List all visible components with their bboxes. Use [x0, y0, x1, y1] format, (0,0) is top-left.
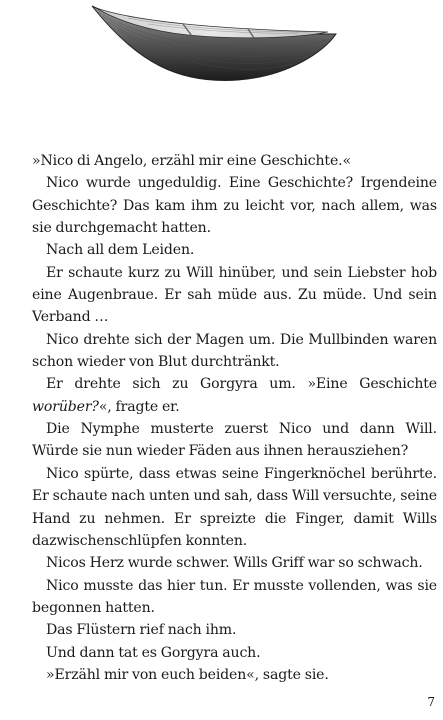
paragraph: Nach all dem Leiden. — [46, 242, 195, 259]
paragraph — [32, 373, 437, 418]
paragraph: »Erzähl mir von euch beiden«, sagte sie. — [46, 666, 329, 683]
paragraph: Und dann tat es Gorgyra auch. — [46, 644, 261, 661]
emphasis-text: worüber? — [32, 398, 99, 415]
page-number: 7 — [427, 695, 435, 709]
paragraph: Nico musste das hier tun. Er musste vollenden, was sie begonnen hatten. — [32, 577, 437, 616]
paragraph: Nicos Herz wurde schwer. Wills Griff war so schwach. — [46, 555, 423, 572]
canoe-illustration-icon — [88, 2, 340, 84]
paragraph-text: «, fragte er. — [98, 398, 180, 415]
paragraph: Das Flüstern rief nach ihm. — [46, 622, 237, 639]
paragraph-text: Er drehte sich zu Gorgyra um. »Eine Geschichte — [46, 376, 437, 393]
paragraph: Nico drehte sich der Magen um. Die Mullbinden waren schon wieder von Blut durchtränkt. — [32, 331, 437, 371]
paragraph: »Nico di Angelo, erzähl mir eine Geschichte.« — [32, 153, 351, 169]
paragraph: Er schaute kurz zu Will hinüber, und sein Liebster hob eine Augenbraue. Er sah müde aus. Zu müde. Und sein Verband … — [32, 264, 437, 326]
page-text — [32, 150, 437, 686]
paragraph: Nico wurde ungeduldig. Eine Geschichte? Irgendeine Geschichte? Das kam ihm zu leicht vor, nach allem, was sie durchgemacht hatten. — [32, 175, 437, 237]
paragraph: Die Nymphe musterte zuerst Nico und dann Will. Würde sie nun wieder Fäden aus ihnen herausziehen? — [32, 421, 437, 460]
paragraph: Nico spürte, dass etwas seine Fingerknöchel berührte. Er schaute nach unten und sah, dass Will versuchte, seine Hand zu nehmen. Er spreizte die Finger, damit Wills dazwischenschlüpfen konnten. — [32, 465, 437, 549]
